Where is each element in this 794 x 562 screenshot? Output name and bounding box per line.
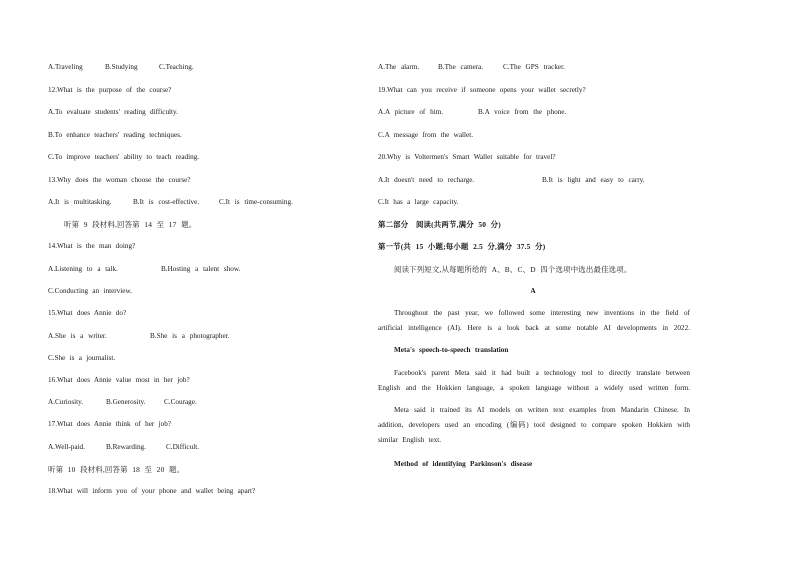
q17-option-a: A.Well-paid. — [48, 443, 85, 451]
q15-option-a: A.She is a writer. — [48, 332, 107, 340]
q15-option-b: B.She is a photographer. — [150, 332, 230, 340]
instruction-section-9: 听第 9 段材料,回答第 14 至 17 题。 — [64, 220, 197, 229]
heading-meta-translation: Meta's speech-to-speech translation — [394, 346, 509, 354]
passage-letter: A — [530, 287, 536, 295]
q19-options — [378, 108, 698, 118]
reading-instruction: 阅读下列短文,从每题所给的 A、B、C、D 四个选项中选出最佳选项。 — [394, 265, 632, 274]
heading-parkinsons: Method of identifying Parkinson's disease — [394, 460, 533, 468]
q13-options — [48, 198, 348, 208]
q14-option-c: C.Conducting an interview. — [48, 287, 132, 295]
q12-option-b: B.To enhance teachers' reading techniques. — [48, 131, 182, 139]
q17-options — [48, 443, 348, 453]
q20-options — [378, 176, 698, 186]
paragraph-3-line-3: similar English text. — [378, 436, 442, 444]
question-20: 20.Why is Voltermen's Smart Wallet suitable for travel? — [378, 153, 556, 161]
question-14: 14.What is the man doing? — [48, 242, 136, 250]
question-13: 13.Why does the woman choose the course? — [48, 176, 191, 184]
q15-options — [48, 332, 348, 342]
q11-option-b: B.Studying — [105, 63, 138, 71]
q11-option-a: A.Traveling — [48, 63, 83, 71]
question-15: 15.What does Annie do? — [48, 309, 127, 317]
q12-option-a: A.To evaluate students' reading difficulty. — [48, 108, 178, 116]
section-1-heading: 第一节(共 15 小题;每小题 2.5 分,满分 37.5 分) — [378, 242, 546, 251]
q19-option-c: C.A message from the wallet. — [378, 131, 474, 139]
question-16: 16.What does Annie value most in her job? — [48, 376, 190, 384]
question-18: 18.What will inform you of your phone and wallet being apart? — [48, 487, 256, 495]
q14-option-a: A.Listening to a talk. — [48, 265, 118, 273]
q17-option-b: B.Rewarding. — [106, 443, 146, 451]
q13-option-a: A.It is multitasking. — [48, 198, 112, 206]
q13-option-c: C.It is time-consuming. — [219, 198, 293, 206]
q19-option-a: A.A picture of him. — [378, 108, 444, 116]
q16-option-c: C.Courage. — [164, 398, 197, 406]
paragraph-2-line-1: Facebook's parent Meta said it had built a technology tool to directly translate between — [394, 369, 690, 377]
question-19: 19.What can you receive if someone opens your wallet secretly? — [378, 86, 586, 94]
paragraph-2-line-2: English and the Hokkien language, a spoken language without a widely used written form. — [378, 384, 690, 392]
q12-option-c: C.To improve teachers' ability to teach reading. — [48, 153, 200, 161]
paragraph-1-line-1: Throughout the past year, we followed some interesting new inventions in the field of — [394, 309, 690, 317]
q13-option-b: B.It is cost-effective. — [133, 198, 200, 206]
paragraph-3-line-2: addition, developers used an encoding (编码) tool designed to compare spoken Hokkien with — [378, 421, 690, 429]
question-12: 12.What is the purpose of the course? — [48, 86, 172, 94]
q20-option-c: C.It has a large capacity. — [378, 198, 459, 206]
q18-option-c: C.The GPS tracker. — [503, 63, 565, 71]
q16-option-a: A.Curiosity. — [48, 398, 84, 406]
q18-option-b: B.The camera. — [438, 63, 484, 71]
q11-options — [48, 63, 348, 73]
q17-option-c: C.Difficult. — [166, 443, 200, 451]
q18-option-a: A.The alarm. — [378, 63, 420, 71]
instruction-section-10: 听第 10 段材料,回答第 18 至 20 题。 — [48, 465, 185, 474]
q19-option-b: B.A voice from the phone. — [478, 108, 567, 116]
q14-option-b: B.Hosting a talent show. — [161, 265, 241, 273]
q16-option-b: B.Generosity. — [106, 398, 146, 406]
paragraph-1-line-2: artificial intelligence (AI). Here is a look back at some notable AI developments in 2022. — [378, 324, 690, 332]
q18-options — [378, 63, 698, 73]
q14-options — [48, 265, 348, 275]
q20-option-b: B.It is light and easy to carry. — [542, 176, 645, 184]
q20-option-a: A.It doesn't need to recharge. — [378, 176, 475, 184]
q11-option-c: C.Teaching. — [159, 63, 194, 71]
q15-option-c: C.She is a journalist. — [48, 354, 116, 362]
q16-options — [48, 398, 348, 408]
question-17: 17.What does Annie think of her job? — [48, 420, 171, 428]
paragraph-3-line-1: Meta said it trained its AI models on written text examples from Mandarin Chinese. In — [394, 406, 690, 414]
part-2-heading: 第二部分 阅读(共两节,满分 50 分) — [378, 220, 501, 229]
